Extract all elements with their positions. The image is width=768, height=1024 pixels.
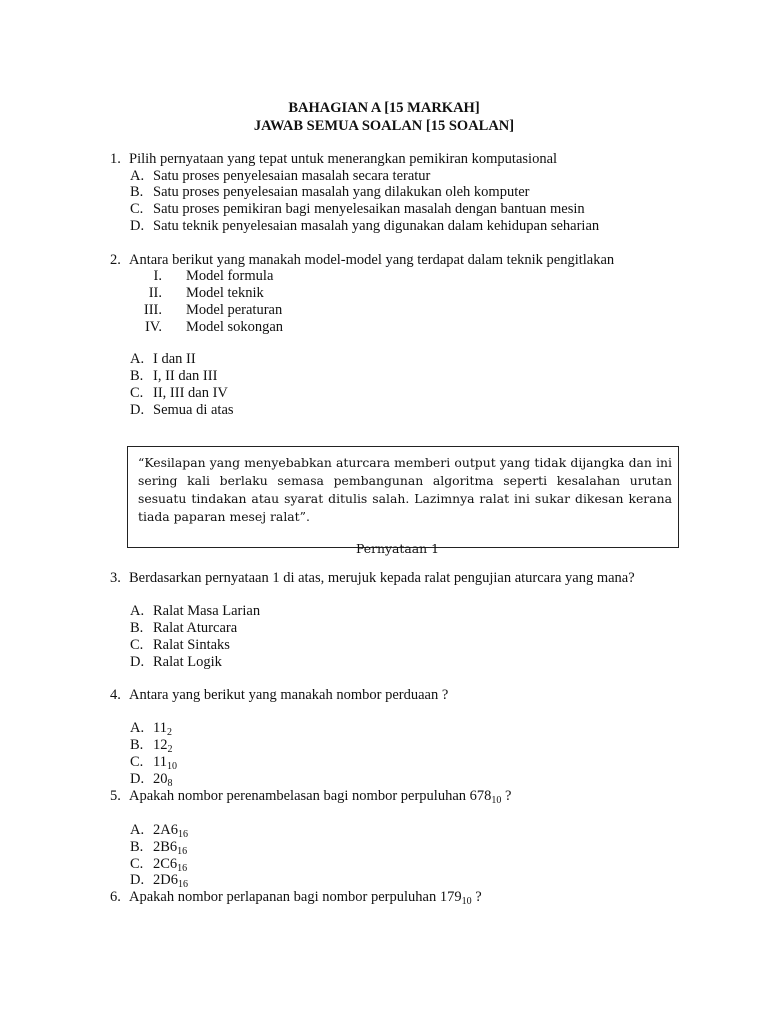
option-text: Satu proses pemikiran bagi menyelesaikan masalah dengan bantuan mesin — [153, 201, 585, 217]
number-base: 2 — [167, 744, 173, 755]
option-text: $20_8$ — [153, 771, 173, 789]
number-base: 16 — [177, 846, 188, 857]
section-title: BAHAGIAN A [15 MARKAH] — [288, 100, 480, 116]
option-letter: B. — [130, 620, 144, 636]
question-text: Pilih pernyataan yang tepat untuk menerangkan pemikiran komputasional — [129, 151, 558, 167]
option-letter: C. — [130, 385, 144, 401]
number-base: 10 — [461, 896, 472, 907]
option-text: Satu teknik penyelesaian masalah yang digunakan dalam kehidupan seharian — [153, 218, 600, 234]
item-text: Model formula — [186, 268, 274, 284]
question-number: 6. — [110, 889, 121, 905]
question-text: Antara yang berikut yang manakah nombor perduaan ? — [129, 687, 449, 703]
number-base: 2 — [166, 727, 172, 738]
item-text: Model peraturan — [186, 302, 283, 318]
item-text: Model teknik — [186, 285, 264, 301]
item-text: Model sokongan — [186, 319, 284, 335]
option-letter: B. — [130, 184, 144, 200]
roman-numeral: III. — [143, 302, 162, 318]
option-letter: C. — [130, 637, 144, 653]
question-text: Apakah nombor perlapanan bagi nombor perpuluhan $179_{10}$ ? — [129, 889, 482, 907]
option-letter: B. — [130, 839, 144, 855]
roman-numeral: IV. — [144, 319, 162, 335]
option-text: $2A6_{16}$ — [153, 822, 188, 840]
option-text: Ralat Aturcara — [153, 620, 238, 636]
option-text: $11_2$ — [153, 720, 172, 738]
number-base: 8 — [167, 778, 173, 789]
option-text: $2C6_{16}$ — [153, 856, 188, 874]
number-base: 10 — [166, 761, 177, 772]
option-letter: A. — [130, 168, 145, 184]
option-letter: D. — [130, 654, 145, 670]
option-text: I dan II — [153, 351, 196, 367]
number-base: 16 — [177, 879, 188, 890]
option-letter: C. — [130, 201, 144, 217]
question-number: 4. — [110, 687, 121, 703]
question-text: Antara berikut yang manakah model-model yang terdapat dalam teknik pengitlakan — [129, 252, 615, 268]
roman-numeral: II. — [148, 285, 162, 301]
option-text: $12_2$ — [153, 737, 173, 755]
question-text: Apakah nombor perenambelasan bagi nombor perpuluhan $678_{10}$ ? — [129, 788, 512, 806]
option-letter: B. — [130, 368, 144, 384]
option-text: Satu proses penyelesaian masalah yang dilakukan oleh komputer — [153, 184, 530, 200]
question-number: 1. — [110, 151, 121, 167]
option-letter: B. — [130, 737, 144, 753]
number-base: 16 — [177, 829, 188, 840]
section-instruction: JAWAB SEMUA SOALAN [15 SOALAN] — [253, 118, 515, 134]
option-letter: D. — [130, 218, 145, 234]
option-letter: D. — [130, 402, 145, 418]
option-letter: A. — [130, 720, 145, 736]
question-number: 3. — [110, 570, 121, 586]
option-text: Ralat Sintaks — [153, 637, 230, 653]
option-text: Ralat Masa Larian — [153, 603, 261, 619]
option-text: $2D6_{16}$ — [153, 872, 188, 890]
option-letter: A. — [130, 351, 145, 367]
option-text: Ralat Logik — [153, 654, 222, 670]
statement-caption: Pernyataan 1 — [356, 541, 439, 556]
number-base: 16 — [177, 863, 188, 874]
question-number: 2. — [110, 252, 121, 268]
number-base: 10 — [491, 795, 502, 806]
statement-text: “Kesilapan yang menyebabkan aturcara memberi output yang tidak dijangka dan ini sering kali berlaku semasa pembangunan algoritma seperti kesalahan urutan sesuatu tindakan atau syarat ditulis salah. Lazimnya ralat ini sukar dikesan kerana tiada paparan mesej ralat”. — [138, 455, 672, 524]
question-text: Berdasarkan pernyataan 1 di atas, merujuk kepada ralat pengujian aturcara yang mana? — [129, 570, 635, 586]
option-text: I, II dan III — [153, 368, 218, 384]
option-text: Semua di atas — [153, 402, 234, 418]
option-letter: D. — [130, 872, 145, 888]
question-number: 5. — [110, 788, 121, 804]
roman-numeral: I. — [153, 268, 162, 284]
option-letter: C. — [130, 754, 144, 770]
option-text: $2B6_{16}$ — [153, 839, 188, 857]
option-letter: A. — [130, 603, 145, 619]
option-letter: D. — [130, 771, 145, 787]
option-letter: C. — [130, 856, 144, 872]
option-text: II, III dan IV — [153, 385, 228, 401]
option-letter: A. — [130, 822, 145, 838]
option-text: $11_{10}$ — [153, 754, 177, 772]
option-text: Satu proses penyelesaian masalah secara teratur — [153, 168, 431, 184]
